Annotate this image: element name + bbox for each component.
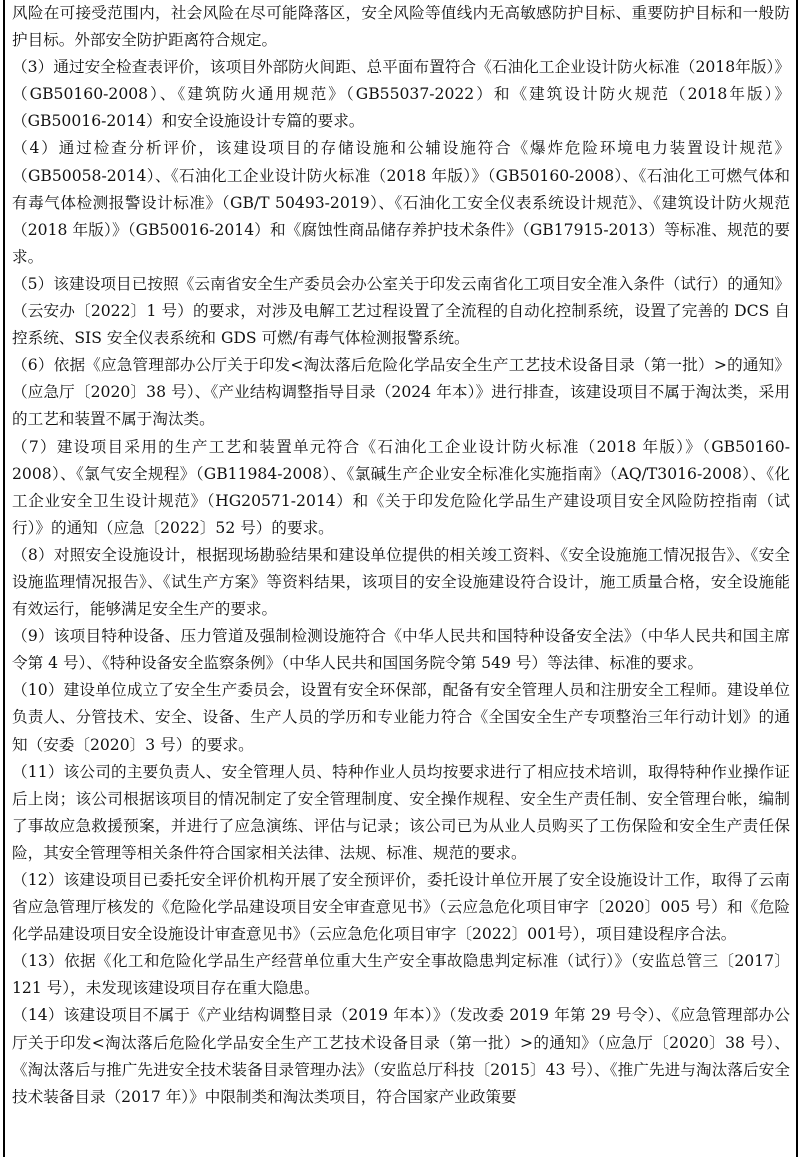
evaluation-conclusions: [12, 0, 790, 1111]
paragraph-item-9: （9）该项目特种设备、压力管道及强制检测设施符合《中华人民共和国特种设备安全法》（中华人民共和国主席令第 4 号）、《特种设备安全监察条例》（中华人民共和国国务院令第 549 号）等法律、标准的要求。: [12, 627, 790, 673]
paragraph-item-8: （8）对照安全设施设计，根据现场勘验结果和建设单位提供的相关竣工资料、《安全设施施工情况报告》、《安全设施监理情况报告》、《试生产方案》等资料结果，该项目的安全设施建设符合设计，施工质量合格，安全设施能有效运行，能够满足安全生产的要求。: [12, 545, 790, 619]
paragraph-item-12: （12）该建设项目已委托安全评价机构开展了安全预评价，委托设计单位开展了安全设施设计工作，取得了云南省应急管理厅核发的《危险化学品建设项目安全审查意见书》（云应急危化项目审字〔2020〕005 号）和《危险化学品建设项目安全设施设计审查意见书》（云应急危化项目审字〔2022〕001号），项目建设程序合法。: [12, 871, 790, 944]
paragraph-item-6: （6）依据《应急管理部办公厅关于印发<淘汰落后危险化学品安全生产工艺技术设备目录（第一批）>的通知》（应急厅〔2020〕38 号）、《产业结构调整指导目录（2024 年本）》进行排查，该建设项目不属于淘汰类，采用的工艺和装置不属于淘汰类。: [12, 356, 790, 429]
paragraph-item-14: （14）该建设项目不属于《产业结构调整目录（2019 年本）》（发改委 2019 年第 29 号令）、《应急管理部办公厅关于印发<淘汰落后危险化学品安全生产工艺技术设备目录（第一批）>的通知》（应急厅〔2020〕38 号）、《淘汰落后与推广先进安全技术装备目录管理办法》（安监总厅科技〔2015〕43 号）、《推广先进与淘汰落后安全技术装备目录（2017 年）》中限制类和淘汰类项目，符合国家产业政策要: [12, 1006, 790, 1106]
paragraph-risk-summary: 风险在可接受范围内，社会风险在尽可能降落区，安全风险等值线内无高敏感防护目标、重要防护目标和一般防护目标。外部安全防护距离符合规定。: [12, 4, 790, 50]
paragraph-item-5: （5）该建设项目已按照《云南省安全生产委员会办公室关于印发云南省化工项目安全准入条件（试行）的通知》（云安办〔2022〕1 号）的要求，对涉及电解工艺过程设置了全流程的自动化控制系统，设置了完善的 DCS 自控系统、SIS 安全仪表系统和 GDS 可燃/有毒气体检测报警系统。: [12, 274, 790, 348]
paragraph-item-7: （7）建设项目采用的生产工艺和装置单元符合《石油化工企业设计防火标准（2018 年版）》（GB50160-2008）、《氯气安全规程》（GB11984-2008）、《氯碱生产企业安全标准化实施指南》（AQ/T3016-2008）、《化工企业安全卫生设计规范》（HG20571-2014）和《关于印发危险化学品生产建设项目安全风险防控指南（试行）》的通知（应急〔2022〕52 号）的要求。: [12, 437, 790, 537]
paragraph-item-4: （4）通过检查分析评价，该建设项目的存储设施和公辅设施符合《爆炸危险环境电力装置设计规范》（GB50058-2014）、《石油化工企业设计防火标准（2018 年版）》（GB50160-2008）、《石油化工可燃气体和有毒气体检测报警设计标准》（GB/T 50493-2019）、《石油化工安全仪表系统设计规范》、《建筑设计防火规范（2018 年版）》（GB50016-2014）和《腐蚀性商品储存养护技术条件》（GB17915-2013）等标准、规范的要求。: [12, 139, 790, 266]
paragraph-item-10: （10）建设单位成立了安全生产委员会，设置有安全环保部，配备有安全管理人员和注册安全工程师。建设单位负责人、分管技术、安全、设备、生产人员的学历和专业能力符合《全国安全生产专项整治三年行动计划》的通知（安委〔2020〕3 号）的要求。: [12, 681, 790, 754]
paragraph-item-11: （11）该公司的主要负责人、安全管理人员、特种作业人员均按要求进行了相应技术培训，取得特种作业操作证后上岗；该公司根据该项目的情况制定了安全管理制度、安全操作规程、安全生产责任制、安全管理台帐，编制了事故应急救援预案，并进行了应急演练、评估与记录；该公司已为从业人员购买了工伤保险和安全生产责任保险，其安全管理等相关条件符合国家相关法律、法规、标准、规范的要求。: [12, 762, 790, 862]
paragraph-item-3: （3）通过安全检查表评价，该项目外部防火间距、总平面布置符合《石油化工企业设计防火标准（2018年版）》（GB50160-2008）、《建筑防火通用规范》（GB55037-2022）和《建筑设计防火规范（2018年版）》（GB50016-2014）和安全设施设计专篇的要求。: [12, 58, 790, 131]
paragraph-item-13: （13）依据《化工和危险化学品生产经营单位重大生产安全事故隐患判定标准（试行）》（安监总管三〔2017〕121 号），未发现该建设项目存在重大隐患。: [12, 952, 790, 998]
